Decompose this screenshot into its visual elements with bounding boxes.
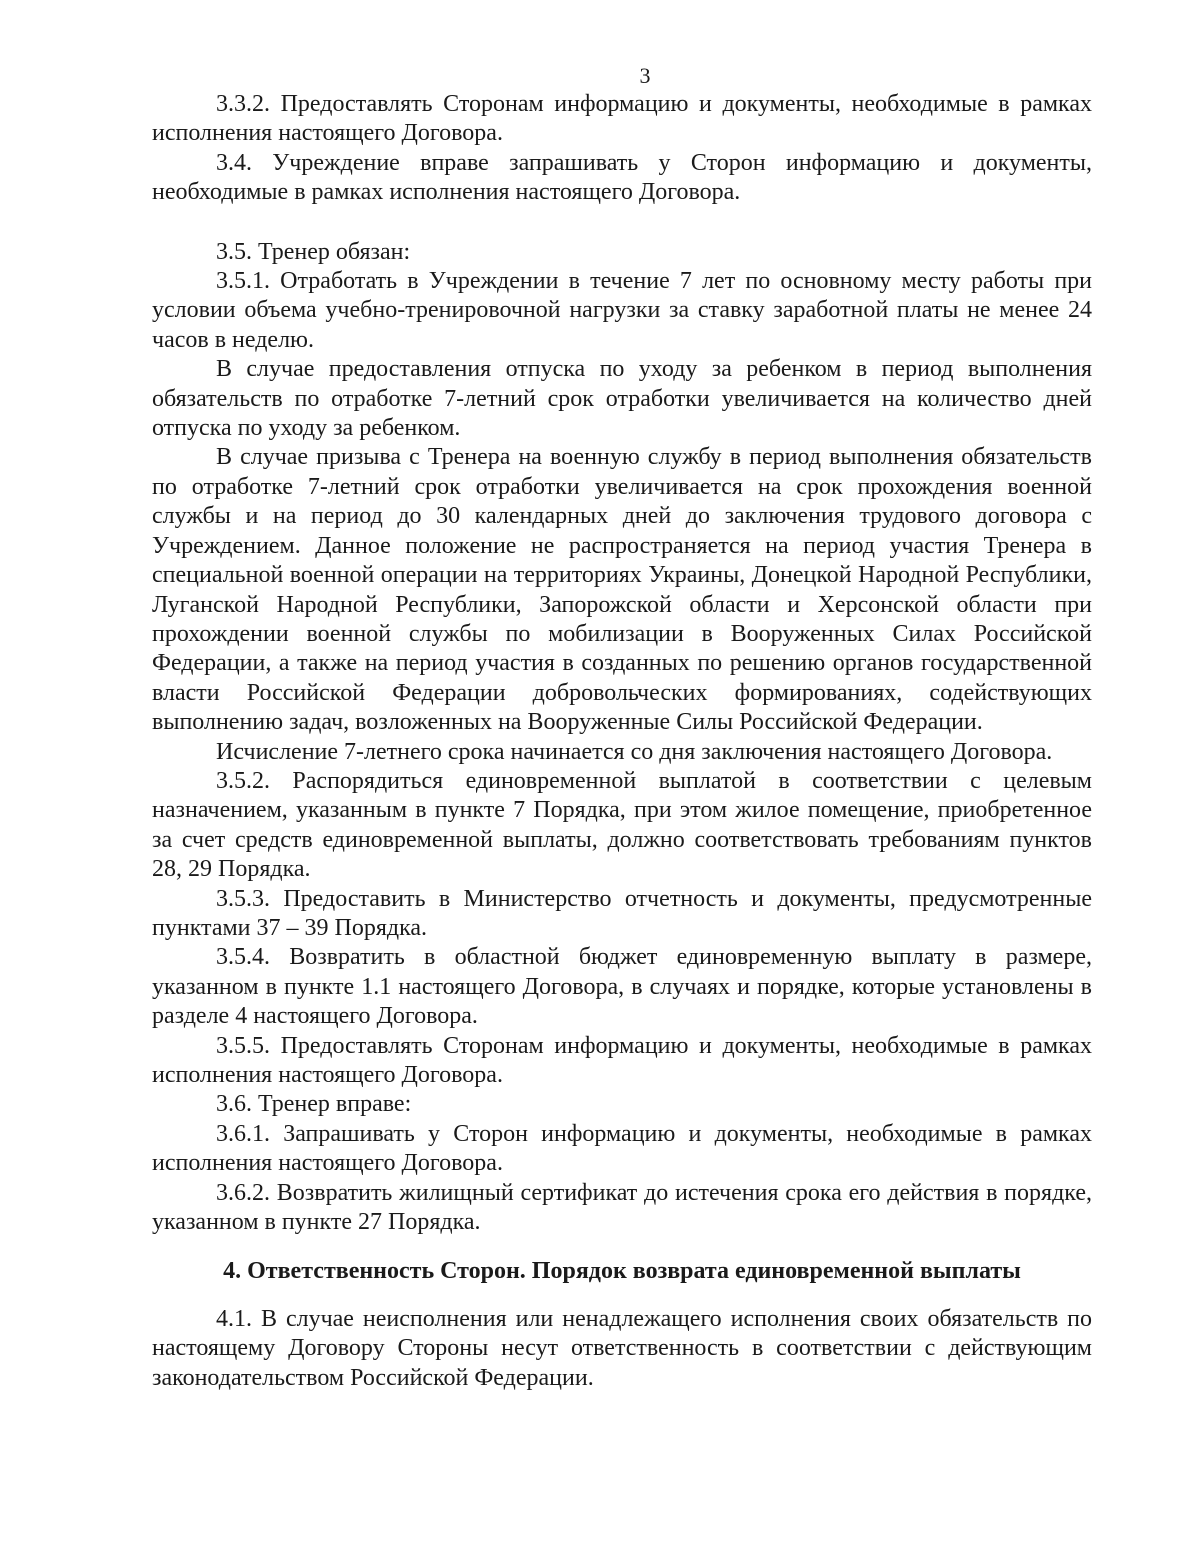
section-4-heading: 4. Ответственность Сторон. Порядок возврата единовременной выплаты [223, 1258, 1021, 1285]
paragraph-term-start: Исчисление 7-летнего срока начинается со дня заключения настоящего Договора. [216, 738, 1053, 765]
paragraph-3-5-4: 3.5.4. Возвратить в областной бюджет единовременную выплату в размере, указанном в пункте 1.1 настоящего Договора, в случаях и порядке, которые установлены в разделе 4 настоящего Договора. [152, 944, 1092, 1030]
document-body [152, 90, 1092, 1393]
paragraph-childcare-leave: В случае предоставления отпуска по уходу за ребенком в период выполнения обязательств по отработке 7-летний срок отработки увеличивается на количество дней отпуска по уходу за ребенком. [152, 356, 1092, 442]
paragraph-3-5: 3.5. Тренер обязан: [216, 238, 411, 265]
paragraph-3-6-2: 3.6.2. Возвратить жилищный сертификат до истечения срока его действия в порядке, указанном в пункте 27 Порядка. [152, 1179, 1092, 1236]
paragraph-3-5-5: 3.5.5. Предоставлять Сторонам информацию и документы, необходимые в рамках исполнения настоящего Договора. [152, 1032, 1092, 1088]
paragraph-3-6-1: 3.6.1. Запрашивать у Сторон информацию и документы, необходимые в рамках исполнения настоящего Договора. [152, 1120, 1092, 1177]
paragraph-3-4: 3.4. Учреждение вправе запрашивать у Сторон информацию и документы, необходимые в рамках исполнения настоящего Договора. [152, 149, 1092, 206]
paragraph-3-5-2: 3.5.2. Распорядиться единовременной выплатой в соответствии с целевым назначением, указанным в пункте 7 Порядка, при этом жилое помещение, приобретенное за счет средств единовременной выплаты, должно соответствовать требованиям пунктов 28, 29 Порядка. [152, 767, 1092, 883]
paragraph-spacer [152, 208, 1092, 238]
paragraph-military-service: В случае призыва с Тренера на военную службу в период выполнения обязательств по отработке 7-летний срок отработки увеличивается на срок прохождения военной службы и на период до 30 календарных дней до заключения трудового договора с Учреждением. Данное положение не распространяется на период участия Тренера в специальной военной операции на территориях Украины, Донецкой Народной Республики, Луганской Народной Республики, Запорожской области и Херсонской области при прохождении военной службы по мобилизации в Вооруженных Силах Российской Федерации, а также на период участия в созданных по решению органов государственной власти Российской Федерации добровольческих формированиях, содействующих выполнению задач, возложенных на Вооруженные Силы Российской Федерации. [152, 444, 1092, 736]
paragraph-3-5-1: 3.5.1. Отработать в Учреждении в течение 7 лет по основному месту работы при условии объема учебно-тренировочной нагрузки за ставку заработной платы не менее 24 часов в неделю. [152, 268, 1092, 353]
paragraph-3-3-2: 3.3.2. Предоставлять Сторонам информацию и документы, необходимые в рамках исполнения настоящего Договора. [152, 91, 1092, 147]
page-number: 3 [639, 63, 651, 88]
paragraph-4-1: 4.1. В случае неисполнения или ненадлежащего исполнения своих обязательств по настоящему Договору Стороны несут ответственность в соответствии с действующим законодательством Российской Федерации. [152, 1305, 1092, 1391]
paragraph-3-6: 3.6. Тренер вправе: [216, 1091, 412, 1118]
paragraph-3-5-3: 3.5.3. Предоставить в Министерство отчетность и документы, предусмотренные пунктами 37 – 39 Порядка. [152, 885, 1092, 941]
